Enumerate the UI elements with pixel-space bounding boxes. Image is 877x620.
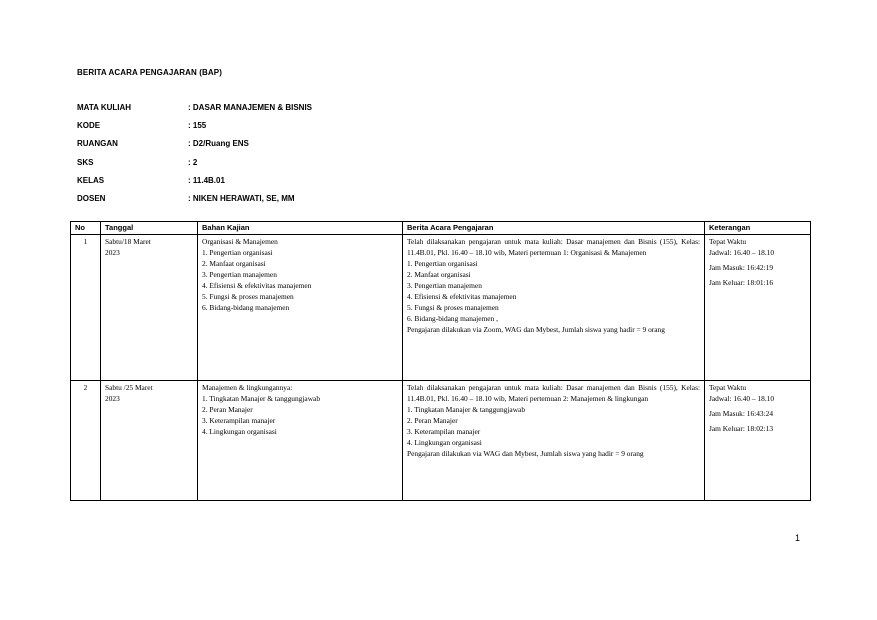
row-notes <box>705 235 811 381</box>
material-line: 6. Bidang-bidang manajemen <box>202 303 290 312</box>
meta-value: : 11.4B.01 <box>188 175 225 185</box>
report-intro: Telah dilaksanakan pengajaran untuk mata kuliah: Dasar manajemen dan Bisnis (155), Kelas: 11.4B.01, Pkl. 16.40 – 18.10 wib, Materi pertemuan 1: Organisasi & Manajemen <box>407 237 700 257</box>
notes-line: Jam Keluar: 18:02:13 <box>709 424 774 433</box>
material-line: 3. Keterampilan manajer <box>202 416 276 425</box>
meta-row-code <box>77 121 312 139</box>
row-date <box>101 381 198 501</box>
header-no: No <box>71 222 101 235</box>
notes-line: Tepat Waktu <box>709 237 747 246</box>
report-intro: Telah dilaksanakan pengajaran untuk mata kuliah: Dasar manajemen dan Bisnis (155), Kelas: 11.4B.01, Pkl. 16.40 – 18.10 wib, Materi pertemuan 2: Manajemen & lingkungan <box>407 383 700 403</box>
meta-row-credits <box>77 158 312 176</box>
row-material <box>198 381 403 501</box>
notes-line: Jam Keluar: 18:01:16 <box>709 278 774 287</box>
header-date: Tanggal <box>101 222 198 235</box>
material-line: 3. Pengertian manajemen <box>202 270 277 279</box>
report-item: 5. Fungsi & proses manajemen <box>407 303 499 312</box>
meta-row-room <box>77 139 312 157</box>
header-notes: Keterangan <box>705 222 811 235</box>
meta-value: : 2 <box>188 157 198 167</box>
header-report: Berita Acara Pengajaran <box>403 222 705 235</box>
material-line: 2. Peran Manajer <box>202 405 253 414</box>
report-item: 4. Lingkungan organisasi <box>407 438 482 447</box>
row-notes <box>705 381 811 501</box>
table-row <box>71 235 811 381</box>
material-line: Manajemen & lingkungannya: <box>202 383 293 392</box>
material-line: 2. Manfaat organisasi <box>202 259 266 268</box>
report-outro: Pengajaran dilakukan via Zoom, WAG dan Mybest, Jumlah siswa yang hadir = 9 orang <box>407 325 665 334</box>
row-number: 2 <box>71 381 101 501</box>
page-number: 1 <box>795 533 801 543</box>
meta-row-course <box>77 103 312 121</box>
material-line: 5. Fungsi & proses manajemen <box>202 292 294 301</box>
course-meta <box>77 103 312 212</box>
material-line: 4. Efisiensi & efektivitas manajemen <box>202 281 312 290</box>
meta-key: SKS <box>77 157 94 167</box>
material-line: 1. Tingkatan Manajer & tanggungjawab <box>202 394 321 403</box>
row-material <box>198 235 403 381</box>
meta-key: RUANGAN <box>77 139 118 149</box>
notes-line: Jam Masuk: 16:42:19 <box>709 263 774 272</box>
meta-key: DOSEN <box>77 193 106 203</box>
report-item: 1. Tingkatan Manajer & tanggungjawab <box>407 405 526 414</box>
date-line: Sabtu /25 Maret <box>105 383 153 392</box>
notes-line: Jam Masuk: 16:43:24 <box>709 409 774 418</box>
material-line: 4. Lingkungan organisasi <box>202 427 277 436</box>
report-item: 2. Manfaat organisasi <box>407 270 471 279</box>
notes-line: Jadwal: 16.40 – 18.10 <box>709 248 775 257</box>
row-date <box>101 235 198 381</box>
row-report <box>403 235 705 381</box>
material-line: Organisasi & Manajemen <box>202 237 278 246</box>
meta-row-lecturer <box>77 194 312 212</box>
meta-key: KODE <box>77 121 101 131</box>
table-row <box>71 381 811 501</box>
report-item: 3. Keterampilan manajer <box>407 427 481 436</box>
meta-key: MATA KULIAH <box>77 103 132 112</box>
document-title: BERITA ACARA PENGAJARAN (BAP) <box>77 68 222 77</box>
row-number: 1 <box>71 235 101 381</box>
meta-value: : 155 <box>188 121 207 131</box>
bap-table <box>70 221 811 501</box>
header-material: Bahan Kajian <box>198 222 403 235</box>
row-report <box>403 381 705 501</box>
report-item: 2. Peran Manajer <box>407 416 458 425</box>
date-line: Sabtu/18 Maret <box>105 237 151 246</box>
meta-row-class <box>77 176 312 194</box>
report-item: 4. Efisiensi & efektivitas manajemen <box>407 292 517 301</box>
date-line: 2023 <box>105 394 120 403</box>
meta-value: : D2/Ruang ENS <box>188 139 249 149</box>
notes-line: Jadwal: 16.40 – 18.10 <box>709 394 775 403</box>
notes-line: Tepat Waktu <box>709 383 747 392</box>
report-item: 3. Pengertian manajemen <box>407 281 482 290</box>
meta-value: : NIKEN HERAWATI, SE, MM <box>188 193 295 203</box>
meta-key: KELAS <box>77 175 105 185</box>
material-line: 1. Pengertian organisasi <box>202 248 273 257</box>
meta-value: : DASAR MANAJEMEN & BISNIS <box>188 103 313 112</box>
table-header-row <box>71 222 811 235</box>
report-item: 6. Bidang-bidang manajemen , <box>407 314 498 323</box>
date-line: 2023 <box>105 248 120 257</box>
report-outro: Pengajaran dilakukan via WAG dan Mybest, Jumlah siswa yang hadir = 9 orang <box>407 449 644 458</box>
report-item: 1. Pengertian organisasi <box>407 259 478 268</box>
